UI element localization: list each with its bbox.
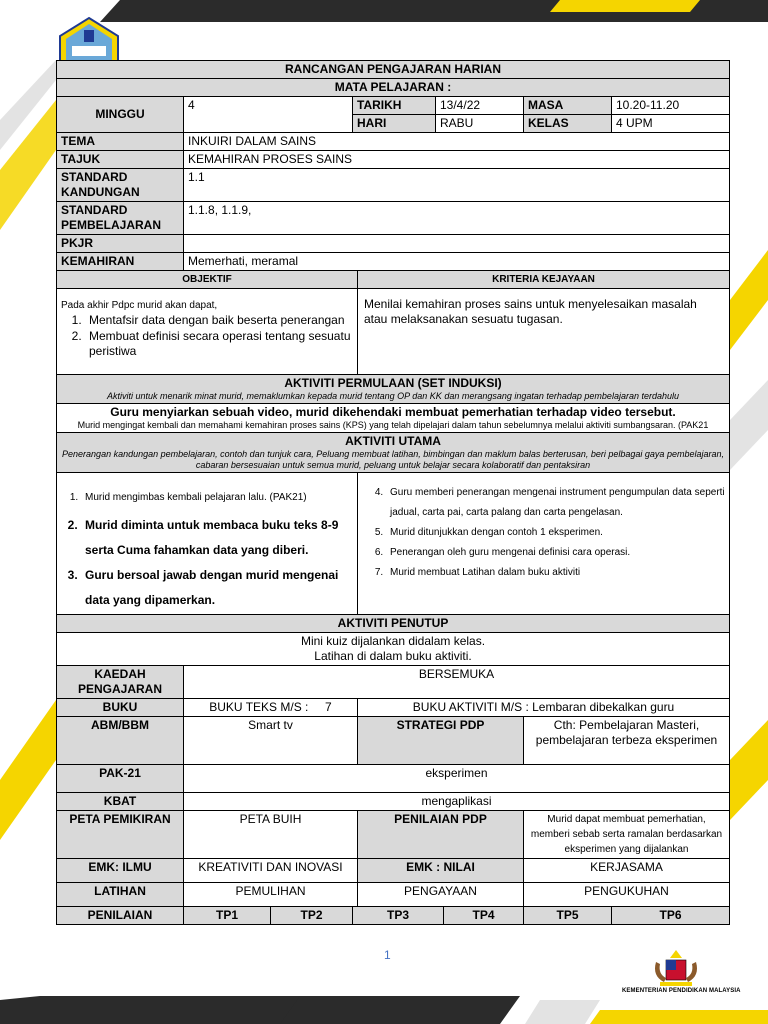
tp-cell: TP5: [524, 907, 612, 925]
permulaan-heading-cell: [57, 375, 730, 404]
objektif-list: [61, 313, 353, 359]
permulaan-heading-row: [57, 375, 730, 404]
penutup-heading: AKTIVITI PENUTUP: [57, 615, 730, 633]
permulaan-line-1: Guru menyiarkan sebuah video, murid dikehendaki membuat pemerhatian terhadap video tersebut.: [110, 405, 676, 419]
info-row-1: [57, 97, 730, 115]
objektif-item: 2. Membuat definisi secara operasi tentang sesuatu peristiwa: [85, 329, 353, 359]
penutup-line-2: Latihan di dalam buku aktiviti.: [314, 649, 472, 663]
tp-cell: TP1: [184, 907, 271, 925]
utama-row: [57, 473, 730, 615]
latihan-row: [57, 883, 730, 907]
kaedah-label: KAEDAH PENGAJARAN: [57, 666, 184, 699]
utama-desc: Penerangan kandungan pembelajaran, contoh dan tunjuk cara, Peluang membuat latihan, bimbingan dan maklum balas berterusan, beri pelbagai gaya pembelajaran, cabaran bersesuaian untuk semua murid, peluang untuk belajar secara kolaboratif dan pentaksiran: [62, 449, 724, 470]
emk-ilmu-label: EMK: ILMU: [57, 859, 184, 883]
objektif-heading: OBJEKTIF: [57, 271, 358, 289]
latihan-label: LATIHAN: [57, 883, 184, 907]
title-row: [57, 61, 730, 79]
kriteria-text: Menilai kemahiran proses sains untuk menyelesaikan masalah atau melaksanakan sesuatu tugasan.: [358, 289, 730, 375]
ministry-name: KEMENTERIAN PENDIDIKAN MALAYSIA: [622, 988, 741, 994]
kemahiran-label: KEMAHIRAN: [57, 253, 184, 271]
standard-kandungan-row: [57, 169, 730, 202]
peta-label: PETA PEMIKIRAN: [57, 811, 184, 859]
peta-value: PETA BUIH: [184, 811, 358, 859]
penilaian-pdp-label: PENILAIAN PDP: [358, 811, 524, 859]
buku-row: [57, 699, 730, 717]
utama-left-item: 3. Guru bersoal jawab dengan murid mengenai data yang dipamerkan.: [81, 563, 353, 613]
emk-row: [57, 859, 730, 883]
utama-left-cell: [57, 473, 358, 615]
buku-teks: BUKU TEKS M/S : 7: [184, 699, 358, 717]
kelas-value: 4 UPM: [612, 115, 730, 133]
utama-right-list: [362, 483, 725, 583]
abm-value: Smart tv: [184, 717, 358, 765]
kbat-label: KBAT: [57, 793, 184, 811]
masa-label: MASA: [524, 97, 612, 115]
masa-value: 10.20-11.20: [612, 97, 730, 115]
ministry-crest-icon: [650, 948, 702, 988]
utama-right-cell: [358, 473, 730, 615]
page-number: 1: [384, 948, 391, 962]
kemahiran-value: Memerhati, meramal: [184, 253, 730, 271]
pak21-value: eksperimen: [184, 765, 730, 793]
objektif-item: 1. Mentafsir data dengan baik beserta penerangan: [85, 313, 353, 328]
kaedah-row: [57, 666, 730, 699]
lesson-plan-table: [56, 60, 730, 925]
peta-row: [57, 811, 730, 859]
penilaian-row: [57, 907, 730, 925]
plan-title: RANCANGAN PENGAJARAN HARIAN: [57, 61, 730, 79]
penilaian-pdp-value: Murid dapat membuat pemerhatian, memberi sebab serta ramalan berdasarkan eksperimen yang dijalankan: [524, 811, 730, 859]
pak21-label: PAK-21: [57, 765, 184, 793]
abm-label: ABM/BBM: [57, 717, 184, 765]
tema-label: TEMA: [57, 133, 184, 151]
abm-row: [57, 717, 730, 765]
standard-kandungan-label: STANDARD KANDUNGAN: [57, 169, 184, 202]
utama-heading: AKTIVITI UTAMA: [345, 434, 441, 448]
kemahiran-row: [57, 253, 730, 271]
penutup-heading-row: [57, 615, 730, 633]
utama-heading-row: [57, 433, 730, 473]
tp-cell: TP4: [444, 907, 524, 925]
penutup-cell: [57, 633, 730, 666]
objektif-heading-row: [57, 271, 730, 289]
subject-row: [57, 79, 730, 97]
pak21-row: [57, 765, 730, 793]
penutup-line-1: Mini kuiz dijalankan didalam kelas.: [300, 634, 486, 648]
standard-pembelajaran-row: [57, 202, 730, 235]
strategi-label: STRATEGI PDP: [358, 717, 524, 765]
utama-heading-cell: [57, 433, 730, 473]
emk-ilmu-value: KREATIVITI DAN INOVASI: [184, 859, 358, 883]
emk-nilai-label: EMK : NILAI: [358, 859, 524, 883]
pkjr-label: PKJR: [57, 235, 184, 253]
tajuk-row: [57, 151, 730, 169]
kbat-value: mengaplikasi: [184, 793, 730, 811]
tarikh-label: TARIKH: [353, 97, 436, 115]
tema-row: [57, 133, 730, 151]
tema-value: INKUIRI DALAM SAINS: [184, 133, 730, 151]
tp-cell: TP3: [353, 907, 444, 925]
objektif-row: [57, 289, 730, 375]
permulaan-row: [57, 404, 730, 433]
hari-label: HARI: [353, 115, 436, 133]
kbat-row: [57, 793, 730, 811]
permulaan-line-2: Murid mengingat kembali dan memahami kemahiran proses sains (KPS) yang telah dipelajari dalam tahun sebelumnya melalui aktiviti sumbangsaran. (PAK21: [77, 420, 709, 430]
standard-pembelajaran-value: 1.1.8, 1.1.9,: [184, 202, 730, 235]
utama-left-list: [61, 483, 353, 613]
utama-right-item: 7. Murid membuat Latihan dalam buku aktiviti: [386, 563, 725, 583]
minggu-label: MINGGU: [57, 97, 184, 133]
utama-right-item: 5. Murid ditunjukkan dengan contoh 1 eksperimen.: [386, 523, 725, 543]
permulaan-cell: [57, 404, 730, 433]
utama-right-item: 4. Guru memberi penerangan mengenai instrument pengumpulan data seperti jadual, carta pai, carta palang dan carta pengelasan.: [386, 483, 725, 523]
minggu-value: 4: [184, 97, 353, 133]
hari-value: RABU: [436, 115, 524, 133]
kaedah-value: BERSEMUKA: [184, 666, 730, 699]
kriteria-heading: KRITERIA KEJAYAAN: [358, 271, 730, 289]
utama-right-item: 6. Penerangan oleh guru mengenai definisi cara operasi.: [386, 543, 725, 563]
objektif-cell: [57, 289, 358, 375]
pemulihan-value: PEMULIHAN: [184, 883, 358, 907]
emk-nilai-value: KERJASAMA: [524, 859, 730, 883]
subject-label: MATA PELAJARAN :: [57, 79, 730, 97]
objektif-intro: Pada akhir Pdpc murid akan dapat,: [61, 300, 218, 311]
strategi-value: Cth: Pembelajaran Masteri, pembelajaran terbeza eksperimen: [524, 717, 730, 765]
pkjr-value: [184, 235, 730, 253]
pengukuhan-value: PENGUKUHAN: [524, 883, 730, 907]
tajuk-label: TAJUK: [57, 151, 184, 169]
pengayaan-value: PENGAYAAN: [358, 883, 524, 907]
pkjr-row: [57, 235, 730, 253]
buku-label: BUKU: [57, 699, 184, 717]
penilaian-label: PENILAIAN: [57, 907, 184, 925]
tajuk-value: KEMAHIRAN PROSES SAINS: [184, 151, 730, 169]
tp-cell: TP6: [612, 907, 730, 925]
tp-cell: TP2: [271, 907, 353, 925]
utama-left-item: 2. Murid diminta untuk membaca buku teks 8-9 serta Cuma fahamkan data yang diberi.: [81, 513, 353, 563]
kelas-label: KELAS: [524, 115, 612, 133]
tarikh-value: 13/4/22: [436, 97, 524, 115]
permulaan-desc: Aktiviti untuk menarik minat murid, memaklumkan kepada murid tentang OP dan KK dan merangsang ingatan terhadap pembelajaran terdahulu: [107, 391, 679, 401]
buku-aktiviti: BUKU AKTIVITI M/S : Lembaran dibekalkan guru: [358, 699, 730, 717]
standard-pembelajaran-label: STANDARD PEMBELAJARAN: [57, 202, 184, 235]
utama-left-item: 1. Murid mengimbas kembali pelajaran lalu. (PAK21): [81, 483, 353, 513]
penutup-row: [57, 633, 730, 666]
standard-kandungan-value: 1.1: [184, 169, 730, 202]
permulaan-heading: AKTIVITI PERMULAAN (SET INDUKSI): [284, 376, 502, 390]
